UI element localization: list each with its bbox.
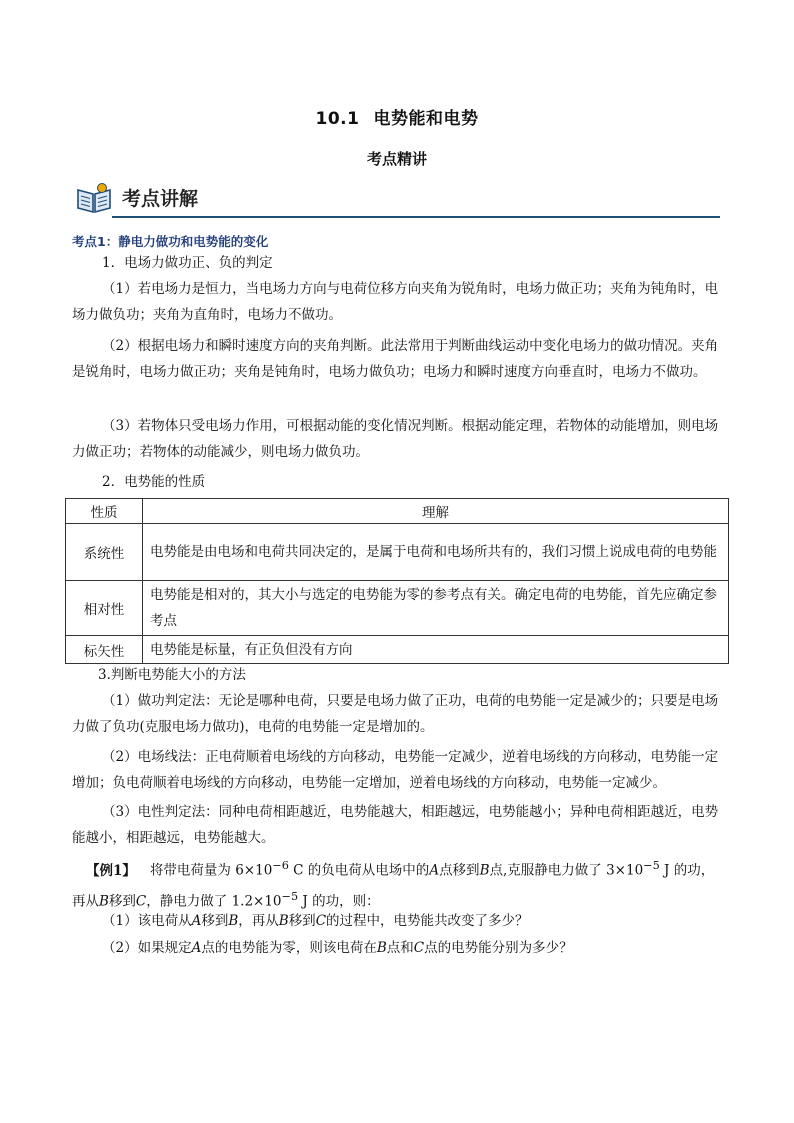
example-1	[72, 853, 724, 914]
point-c: C	[135, 893, 147, 909]
work-exponent-1: −5	[643, 859, 660, 872]
question-text: 点的电势能为零，则该电荷在	[201, 940, 377, 956]
table-cell-property: 系统性	[66, 524, 143, 581]
properties-table	[65, 498, 729, 664]
work-exponent-2: −5	[281, 889, 299, 903]
sec1-paragraph-3: （3）若物体只受电场力作用，可根据动能的变化情况判断。根据动能定理，若物体的动能增加，则电场力做正功；若物体的动能减少，则电场力做负功。	[72, 418, 719, 460]
question-text: （1）该电荷从	[102, 913, 192, 929]
table-row	[66, 581, 729, 636]
table-cell-property: 相对性	[66, 581, 143, 636]
point-b: B	[479, 862, 490, 879]
example-question-2	[72, 935, 724, 961]
question-text: 移到	[201, 913, 229, 929]
open-book-icon	[76, 182, 112, 214]
point-b: B	[99, 893, 109, 909]
question-text: ，再从	[238, 913, 279, 929]
sec3-paragraph-3: （3）电性判定法：同种电荷相距越近，电势能越大，相距越远，电势能越小；异种电荷相距越近，电势能越小，相距越远，电势能越大。	[72, 804, 719, 846]
sec1-heading: 1．电场力做功正、负的判定	[102, 255, 273, 271]
charge-exponent: −6	[272, 859, 289, 872]
example-text: J 的功，则：	[298, 893, 380, 909]
point-c: C	[413, 940, 425, 956]
point-b: B	[228, 913, 239, 929]
table-cell-description: 电势能是标量，有正负但没有方向	[143, 636, 729, 664]
sec2-heading: 2．电势能的性质	[102, 474, 206, 490]
example-text: ，静电力做了	[146, 893, 232, 909]
sec1-paragraph-2: （2）根据电场力和瞬时速度方向的夹角判断。此法常用于判断曲线运动中变化电场力的做功情况。夹角是锐角时，电场力做正功；夹角是钝角时，电场力做负功；电场力和瞬时速度方向垂直时，电场力不做功。	[72, 338, 719, 380]
table-header-row	[66, 499, 729, 524]
title-text: 电势能和电势	[373, 109, 479, 129]
example-text: 点移到	[439, 862, 480, 879]
table-row	[66, 524, 729, 581]
example-text: 将带电荷量为	[149, 862, 236, 879]
point-b: B	[376, 940, 387, 956]
section-banner	[72, 180, 720, 220]
sec3-heading: 3.判断电势能大小的方法	[98, 667, 246, 683]
sec3-paragraph-1: （1）做功判定法：无论是哪种电荷，只要是电场力做了正功，电荷的电势能一定是减少的；只要是电场力做了负功(克服电场力做功)，电荷的电势能一定是增加的。	[72, 693, 719, 735]
banner-rule	[112, 216, 720, 218]
example-label: 【例1】	[86, 862, 136, 879]
kaodian-heading: 考点1：静电力做功和电势能的变化	[72, 234, 269, 249]
banner-label: 考点讲解	[122, 188, 199, 210]
page-title	[0, 104, 794, 129]
sec3-paragraph-2: （2）电场线法：正电荷顺着电场线的方向移动，电势能一定减少，逆着电场线的方向移动，电势能一定增加；负电荷顺着电场线的方向移动，电势能一定增加，逆着电场线的方向移动，电势能一定减少。	[72, 749, 719, 791]
question-text: （2）如果规定	[102, 940, 192, 956]
question-text: 点和	[386, 940, 414, 956]
table-cell-description: 电势能是由电场和电荷共同决定的，是属于电荷和电场所共有的，我们习惯上说成电荷的电势能	[143, 524, 729, 581]
title-number: 10.1	[315, 109, 360, 129]
point-a: A	[429, 862, 440, 879]
example-text: C 的负电荷从电场中的	[288, 862, 430, 879]
question-text: 移到	[288, 913, 316, 929]
charge-value: 6×10	[235, 862, 273, 879]
table-header-cell: 理解	[143, 499, 729, 524]
example-text: 移到	[108, 893, 136, 909]
work-value-2: 1.2×10	[231, 893, 282, 909]
page-subtitle: 考点精讲	[366, 150, 427, 168]
example-text: 点,克服静电力做了	[489, 862, 607, 879]
work-value-1: 3×10	[606, 862, 644, 879]
table-header-cell: 性质	[66, 499, 143, 524]
table-row	[66, 636, 729, 664]
sec1-paragraph-1: （1）若电场力是恒力，当电场力方向与电荷位移方向夹角为锐角时，电场力做正功；夹角为钝角时，电场力做负功；夹角为直角时，电场力不做功。	[72, 281, 719, 323]
point-a: A	[191, 940, 202, 956]
question-text: 的过程中，电势能共改变了多少？	[326, 913, 529, 929]
table-cell-property: 标矢性	[66, 636, 143, 664]
example-question-1	[72, 908, 724, 934]
point-c: C	[315, 913, 327, 929]
point-b: B	[278, 913, 289, 929]
question-text: 点的电势能分别为多少？	[424, 940, 573, 956]
example-text: J 的功，再从	[72, 862, 715, 909]
point-a: A	[191, 913, 202, 929]
table-cell-description: 电势能是相对的，其大小与选定的电势能为零的参考点有关。确定电荷的电势能，首先应确定参考点	[143, 581, 729, 636]
